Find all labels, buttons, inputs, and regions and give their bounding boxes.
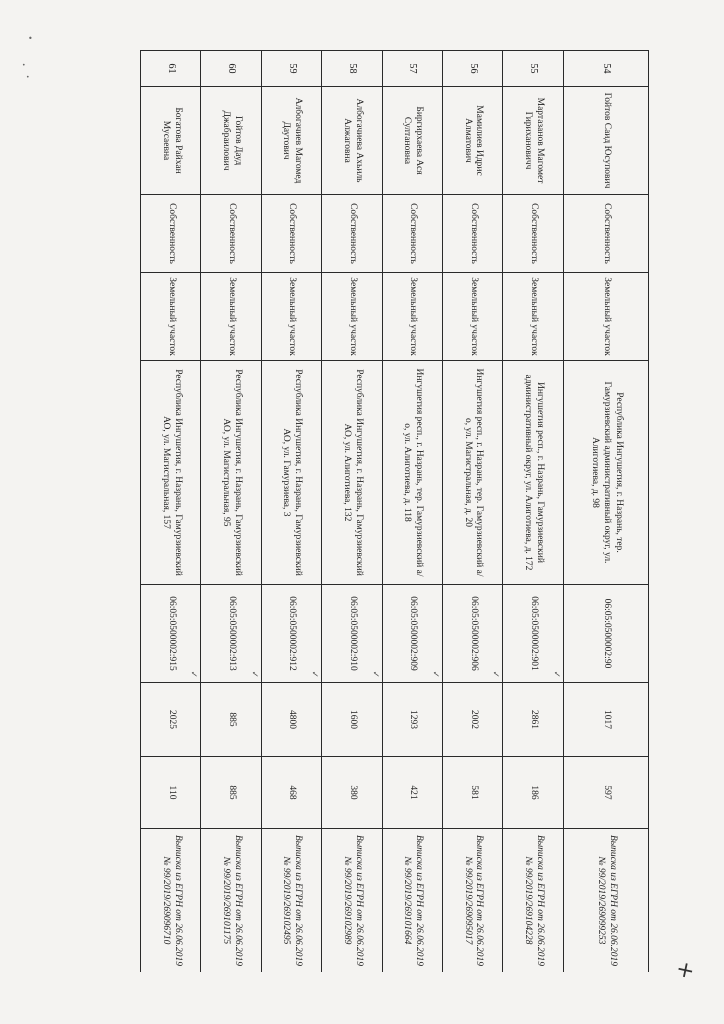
area: 2861 (503, 683, 563, 757)
owner-name: Гойтов Дауд Джабраилович (201, 87, 261, 195)
row-number: 60 (201, 51, 261, 87)
row-number: 56 (442, 51, 502, 87)
object-type: Земельный участок (563, 273, 648, 361)
cadastral-text: 06:05:0500002:90 (601, 598, 612, 669)
owner-name: Албогачиева Ахьиль Алжаговна (322, 87, 382, 195)
address: Республика Ингушетия, г. Назрань, Гамурзиевский АО, ул. Алиготиева, 132 (322, 361, 382, 585)
address: Республика Ингушетия, г. Назрань, Гамурзиевский АО, ул. Магистральная, 95 (201, 361, 261, 585)
right-type: Собственность (261, 195, 321, 273)
table-row (442, 51, 502, 973)
right-type: Собственность (442, 195, 502, 273)
cadastral-number (382, 585, 442, 683)
cadastral-value: 186 (503, 757, 563, 829)
table-row (141, 51, 201, 973)
area: 1600 (322, 683, 382, 757)
cadastral-text: 06:05:0500002:913 (227, 596, 238, 671)
row-number: 55 (503, 51, 563, 87)
table-row (322, 51, 382, 973)
object-type: Земельный участок (141, 273, 201, 361)
egrn-extract: Выписка из ЕГРН от 26.06.2019 № 99/2019/269101664 (382, 829, 442, 973)
cadastral-text: 06:05:0500002:901 (528, 596, 539, 671)
object-type: Земельный участок (322, 273, 382, 361)
object-type: Земельный участок (201, 273, 261, 361)
cadastral-value: 421 (382, 757, 442, 829)
right-type: Собственность (382, 195, 442, 273)
cadastral-value: 581 (442, 757, 502, 829)
cadastral-value: 110 (141, 757, 201, 829)
cadastral-text: 06:05:0500002:912 (287, 596, 298, 671)
table-row (201, 51, 261, 973)
cadastral-number (563, 585, 648, 683)
document-page (140, 50, 649, 972)
area: 885 (201, 683, 261, 757)
checkmark-icon: ✓ (309, 670, 320, 678)
cadastral-number (442, 585, 502, 683)
object-type: Земельный участок (503, 273, 563, 361)
cadastral-number (141, 585, 201, 683)
table-row (261, 51, 321, 973)
cadastral-number (503, 585, 563, 683)
cadastral-text: 06:05:0500002:910 (347, 596, 358, 671)
scan-speck: • (28, 34, 33, 43)
egrn-extract: Выписка из ЕГРН от 26.06.2019 № 99/2019/269095017 (442, 829, 502, 973)
land-registry-table (140, 50, 649, 972)
row-number: 59 (261, 51, 321, 87)
cadastral-value: 468 (261, 757, 321, 829)
rotated-table-container (140, 50, 649, 972)
checkmark-icon: ✓ (188, 670, 199, 678)
owner-name: Албогачиев Магомед Даутович (261, 87, 321, 195)
right-type: Собственность (201, 195, 261, 273)
cadastral-value: 380 (322, 757, 382, 829)
row-number: 57 (382, 51, 442, 87)
checkmark-icon: ✓ (369, 670, 380, 678)
owner-name: Богатова Райхан Мусаевна (141, 87, 201, 195)
owner-name: Биргирхаева Ася Султановна (382, 87, 442, 195)
area: 2002 (442, 683, 502, 757)
object-type: Земельный участок (382, 273, 442, 361)
area: 4800 (261, 683, 321, 757)
scan-speck: • (22, 62, 26, 69)
checkmark-icon: ✓ (429, 670, 440, 678)
area: 1017 (563, 683, 648, 757)
address: Ингушетия респ., г. Назрань, Гамурзиевский административный округ, ул. Алиготиева, д. 172 (503, 361, 563, 585)
cadastral-text: 06:05:0500002:915 (166, 596, 177, 671)
cadastral-number (261, 585, 321, 683)
owner-name: Гойтов Саид Юсупович (563, 87, 648, 195)
right-type: Собственность (503, 195, 563, 273)
row-number: 61 (141, 51, 201, 87)
row-number: 58 (322, 51, 382, 87)
cadastral-value: 885 (201, 757, 261, 829)
owner-name: Мамилиев Идрис Алматович (442, 87, 502, 195)
address: Республика Ингушетия, г. Назрань, Гамурзиевский АО, ул. Гамурзиева, 3 (261, 361, 321, 585)
scan-speck: • (26, 74, 30, 81)
right-type: Собственность (141, 195, 201, 273)
cadastral-number (201, 585, 261, 683)
cadastral-text: 06:05:0500002:909 (408, 596, 419, 671)
object-type: Земельный участок (261, 273, 321, 361)
area: 2025 (141, 683, 201, 757)
object-type: Земельный участок (442, 273, 502, 361)
checkmark-icon: ✓ (550, 670, 561, 678)
right-type: Собственность (563, 195, 648, 273)
egrn-extract: Выписка из ЕГРН от 26.06.2019 № 99/2019/269104228 (503, 829, 563, 973)
owner-name: Мартазанов Магомет Гирихановичч (503, 87, 563, 195)
table-row (563, 51, 648, 973)
checkmark-icon: ✓ (490, 670, 501, 678)
egrn-extract: Выписка из ЕГРН от 26.06.2019 № 99/2019/269101175 (201, 829, 261, 973)
address: Республика Ингушетия, г. Назрань, тер. Гамурзиевский административный округ, ул. Алиготиева, д. 98 (563, 361, 648, 585)
table-row (382, 51, 442, 973)
egrn-extract: Выписка из ЕГРН от 26.06.2019 № 99/2019/269102989 (322, 829, 382, 973)
right-type: Собственность (322, 195, 382, 273)
address: Ингушетия респ., г. Назрань, тер. Гамурзиевский а/о, ул. Алиготиева, д. 118 (382, 361, 442, 585)
address: Республика Ингушетия, г. Назрань, Гамурзиевский АО, ул. Магистральная, 157 (141, 361, 201, 585)
row-number: 54 (563, 51, 648, 87)
cadastral-value: 597 (563, 757, 648, 829)
area: 1293 (382, 683, 442, 757)
egrn-extract: Выписка из ЕГРН от 26.06.2019 № 99/2019/269102495 (261, 829, 321, 973)
cadastral-number (322, 585, 382, 683)
checkmark-icon: ✓ (248, 670, 259, 678)
handwritten-cross-mark: + (673, 956, 697, 985)
egrn-extract: Выписка из ЕГРН от 26.06.2019 № 99/2019/269096710 (141, 829, 201, 973)
address: Ингушетия респ., г. Назрань, тер. Гамурзиевский а/о, ул. Магистральная, д. 20 (442, 361, 502, 585)
cadastral-text: 06:05:0500002:906 (468, 596, 479, 671)
egrn-extract: Выписка из ЕГРН от 26.06.2019 № 99/2019/269099253 (563, 829, 648, 973)
table-row (503, 51, 563, 973)
